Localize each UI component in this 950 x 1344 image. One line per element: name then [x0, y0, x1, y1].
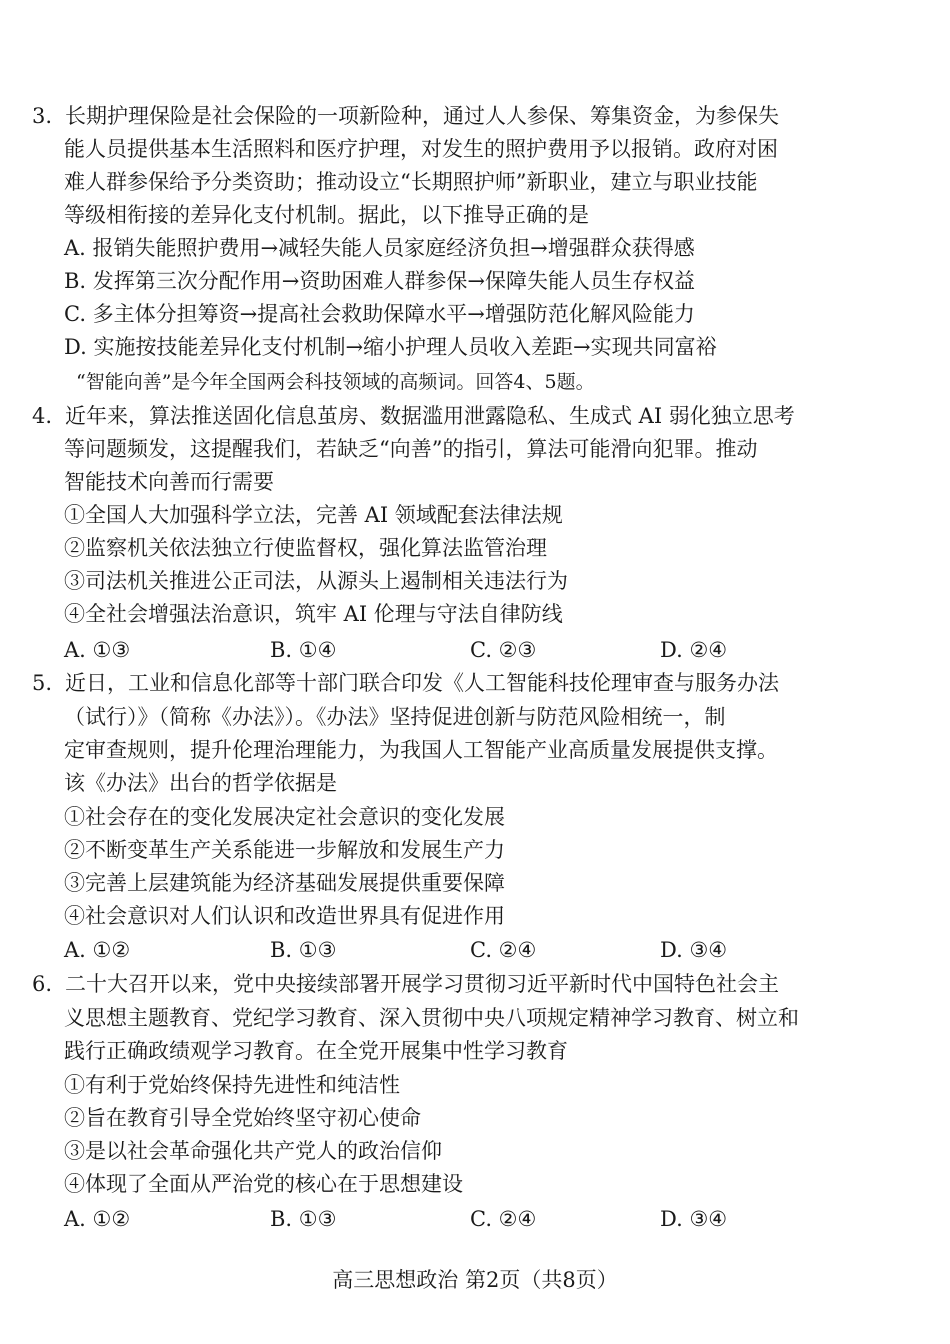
answer-choices [64, 936, 784, 964]
choice-b: B. ①④ [270, 638, 337, 662]
question-number: 4. [32, 404, 53, 428]
question-stem-line: 能人员提供基本生活照料和医疗护理，对发生的照护费用予以报销。政府对困 [64, 137, 778, 161]
page-footer: 高三思想政治 第2页（共8页） [332, 1268, 618, 1292]
statement-2: ②不断变革生产关系能进一步解放和发展生产力 [64, 838, 505, 862]
question-stem-line: 长期护理保险是社会保险的一项新险种，通过人人参保、筹集资金，为参保失 [65, 104, 779, 128]
question-number: 5. [32, 671, 53, 695]
statement-4: ④体现了全面从严治党的核心在于思想建设 [64, 1172, 463, 1196]
choice-c: C. ②④ [470, 1207, 537, 1231]
option-d: D. 实施按技能差异化支付机制→缩小护理人员收入差距→实现共同富裕 [64, 335, 717, 359]
option-c: C. 多主体分担筹资→提高社会救助保障水平→增强防范化解风险能力 [64, 302, 695, 326]
statement-3: ③完善上层建筑能为经济基础发展提供重要保障 [64, 871, 505, 895]
statement-4: ④全社会增强法治意识，筑牢 AI 伦理与守法自律防线 [64, 602, 563, 626]
choice-d: D. ②④ [660, 638, 728, 662]
choice-c: C. ②③ [470, 638, 537, 662]
question-stem-line: （试行）》（简称《办法》）。《办法》坚持促进创新与防范风险相统一，制 [64, 705, 726, 729]
statement-2: ②监察机关依法独立行使监督权，强化算法监管治理 [64, 536, 547, 560]
question-stem-line: 近年来，算法推送固化信息茧房、数据滥用泄露隐私、生成式 AI 弱化独立思考 [65, 404, 795, 428]
group-instruction: “智能向善”是今年全国两会科技领域的高频词。回答4、5题。 [76, 371, 595, 393]
question-stem-line: 智能技术向善而行需要 [64, 470, 274, 494]
choice-c: C. ②④ [470, 938, 537, 962]
question-stem-line: 二十大召开以来，党中央接续部署开展学习贯彻习近平新时代中国特色社会主 [65, 972, 779, 996]
answer-choices [64, 1205, 784, 1233]
answer-choices [64, 636, 784, 664]
option-b: B. 发挥第三次分配作用→资助困难人群参保→保障失能人员生存权益 [64, 269, 695, 293]
choice-d: D. ③④ [660, 938, 728, 962]
question-number: 6. [32, 972, 53, 996]
choice-b: B. ①③ [270, 938, 337, 962]
statement-1: ①有利于党始终保持先进性和纯洁性 [64, 1073, 400, 1097]
question-stem-line: 践行正确政绩观学习教育。在全党开展集中性学习教育 [64, 1039, 568, 1063]
statement-2: ②旨在教育引导全党始终坚守初心使命 [64, 1106, 421, 1130]
choice-a: A. ①② [64, 1207, 131, 1231]
question-stem-line: 该《办法》出台的哲学依据是 [64, 771, 337, 795]
statement-3: ③是以社会革命强化共产党人的政治信仰 [64, 1139, 442, 1163]
choice-a: A. ①③ [64, 638, 131, 662]
question-stem-line: 难人群参保给予分类资助；推动设立“长期照护师”新职业，建立与职业技能 [64, 170, 758, 194]
question-stem-line: 近日，工业和信息化部等十部门联合印发《人工智能科技伦理审查与服务办法 [65, 671, 779, 695]
question-stem-line: 义思想主题教育、党纪学习教育、深入贯彻中央八项规定精神学习教育、树立和 [64, 1006, 799, 1030]
statement-1: ①社会存在的变化发展决定社会意识的变化发展 [64, 805, 505, 829]
question-stem-line: 等问题频发，这提醒我们，若缺乏“向善”的指引，算法可能滑向犯罪。推动 [64, 437, 758, 461]
option-a: A. 报销失能照护费用→减轻失能人员家庭经济负担→增强群众获得感 [64, 236, 695, 260]
choice-b: B. ①③ [270, 1207, 337, 1231]
statement-1: ①全国人大加强科学立法，完善 AI 领域配套法律法规 [64, 503, 563, 527]
question-number: 3. [32, 104, 53, 128]
choice-a: A. ①② [64, 938, 131, 962]
choice-d: D. ③④ [660, 1207, 728, 1231]
question-stem-line: 定审查规则，提升伦理治理能力，为我国人工智能产业高质量发展提供支撑。 [64, 738, 778, 762]
statement-4: ④社会意识对人们认识和改造世界具有促进作用 [64, 904, 505, 928]
question-stem-line: 等级相衔接的差异化支付机制。据此，以下推导正确的是 [64, 203, 589, 227]
statement-3: ③司法机关推进公正司法，从源头上遏制相关违法行为 [64, 569, 568, 593]
